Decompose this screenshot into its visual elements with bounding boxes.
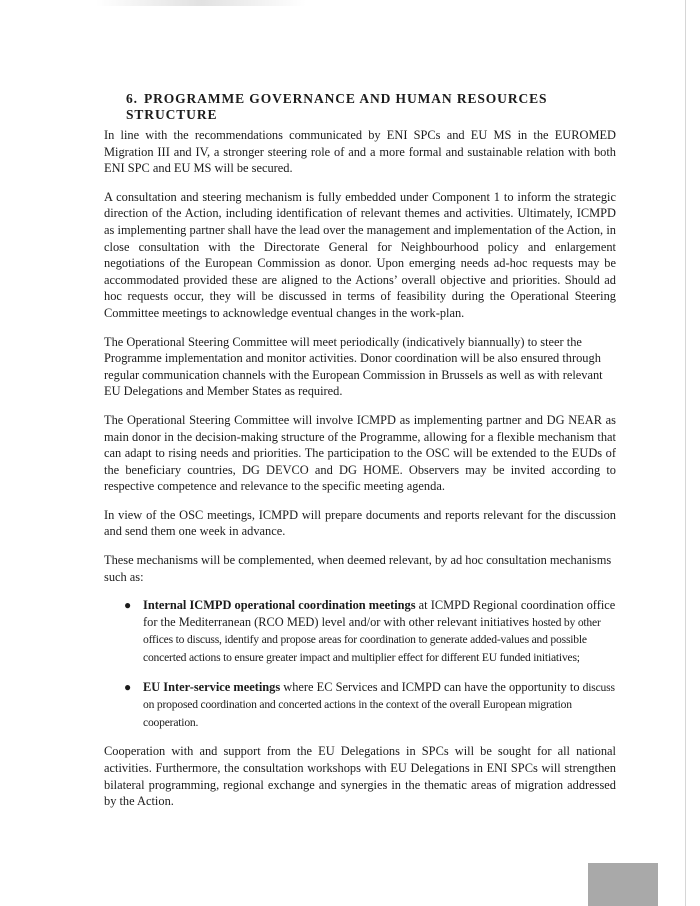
paragraph-7: Cooperation with and support from the EU Delegations in SPCs will be sought for all national activities. Furthermore, the consultation workshops with EU Delegations in ENI SPCs will strengthen bilateral programming, regional exchange and synergies in the thematic areas of migration addressed by the Action.	[104, 744, 616, 809]
section-title-text: PROGRAMME GOVERNANCE AND HUMAN RESOURCES STRUCTURE	[126, 91, 548, 122]
paragraph-3: The Operational Steering Committee will meet periodically (indicatively biannually) to steer the Programme implementation and monitor activities. Donor coordination will be also ensured through regular communication channels with the European Commission in Brussels as well as with relevant EU Delegations and Member States as required.	[104, 334, 603, 399]
document-page	[104, 91, 616, 822]
list-item	[124, 679, 616, 732]
section-number: 6.	[126, 91, 138, 106]
paragraph-2: A consultation and steering mechanism is fully embedded under Component 1 to inform the strategic direction of the Action, including identification of relevant themes and activities. Ultimately, ICMPD as implementing partner shall have the lead over the management and implementation of the Action, in close consultation with the Directorate General for Neighbourhood policy and enlargement negotiations of the European Commission as donor. Upon emerging needs ad-hoc requests may be accommodated provided these are aligned to the Actions’ overall objective and priorities. Should ad hoc requests occur, they will be discussed in terms of feasibility during the Operational Steering Committee meetings to acknowledge eventual changes in the work-plan.	[104, 189, 616, 320]
paragraph-6: These mechanisms will be complemented, when deemed relevant, by ad hoc consultation mechanisms such as:	[104, 553, 612, 584]
bullet-bold-lead: EU Inter-service meetings	[143, 679, 281, 694]
bullet-bold-lead: Internal ICMPD operational coordination meetings	[143, 598, 416, 613]
bullet-text: where EC Services and ICMPD can have the opportunity to	[280, 679, 583, 694]
list-item	[124, 597, 616, 666]
page-corner-tab	[588, 863, 658, 906]
paragraph-5: In view of the OSC meetings, ICMPD will prepare documents and reports relevant for the discussion and send them one week in advance.	[104, 507, 616, 539]
paragraph-1: In line with the recommendations communicated by ENI SPCs and EU MS in the EUROMED Migration III and IV, a stronger steering role of and a more formal and sustainable relation with both ENI SPC and EU MS will be secured.	[104, 128, 616, 176]
paragraph-4: The Operational Steering Committee will involve ICMPD as implementing partner and DG NEAR as main donor in the decision-making structure of the Programme, allowing for a flexible mechanism that can adapt to rising needs and priorities. The participation to the OSC will be extended to the EUDs of the beneficiary countries, DG DEVCO and DG HOME. Observers may be invited according to respective competence and relevance to the specific meeting agenda.	[104, 412, 616, 494]
section-heading	[126, 91, 616, 123]
bullet-text-condensed: hosted by other offices to discuss, identify and propose areas for coordination to generate added-values and possible concerted actions to ensure greater impact and multiplier effect for different EU funded initiatives;	[143, 615, 601, 665]
bullet-text: at ICMPD Regional coordination office for the Mediterranean (RCO MED) level and/or with other relevant initiatives	[143, 598, 616, 629]
scan-artifact	[96, 0, 306, 6]
consultation-mechanisms-list	[104, 597, 616, 731]
bullet-text-condensed: discuss on proposed coordination and concerted actions in the context of the overall European migration cooperation.	[143, 680, 615, 729]
bullet-icon: ●	[124, 598, 132, 613]
page-edge-line	[685, 0, 686, 906]
bullet-icon: ●	[124, 679, 132, 694]
